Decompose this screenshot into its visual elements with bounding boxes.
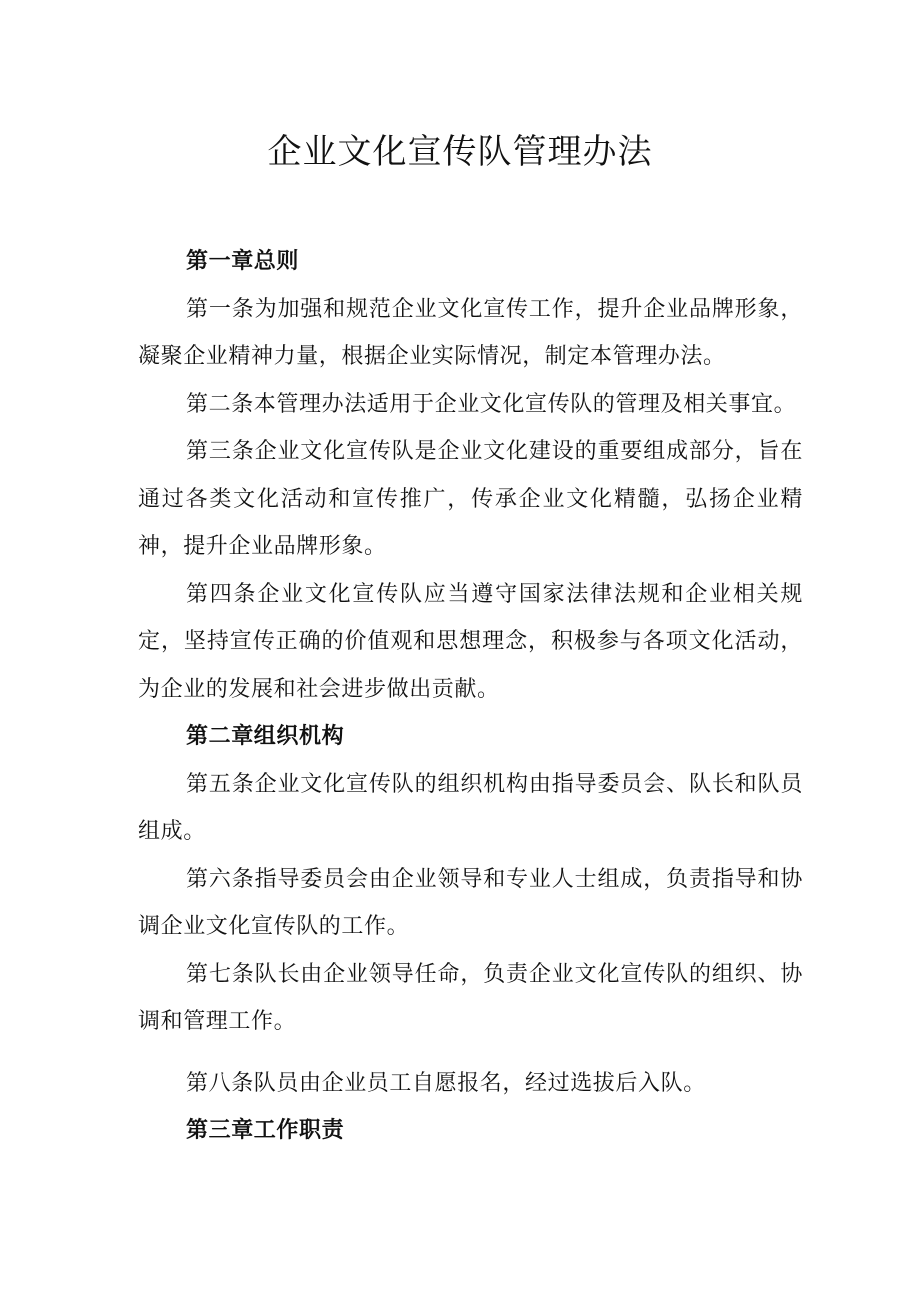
article-paragraph: 第六条指导委员会由企业领导和专业人士组成，负责指导和协调企业文化宣传队的工作。 xyxy=(138,866,803,939)
article-paragraph: 第四条企业文化宣传队应当遵守国家法律法规和企业相关规定，坚持宣传正确的价值观和思想理念，积极参与各项文化活动，为企业的发展和社会进步做出贡献。 xyxy=(138,581,803,702)
article-paragraph: 第一条为加强和规范企业文化宣传工作，提升企业品牌形象，凝聚企业精神力量，根据企业实际情况，制定本管理办法。 xyxy=(138,296,803,369)
article-paragraph: 第七条队长由企业领导任命，负责企业文化宣传队的组织、协调和管理工作。 xyxy=(138,961,803,1034)
article-paragraph: 第八条队员由企业员工自愿报名，经过选拔后入队。 xyxy=(186,1070,706,1096)
article-paragraph: 第五条企业文化宣传队的组织机构由指导委员会、队长和队员组成。 xyxy=(138,771,803,844)
article-paragraph: 第三条企业文化宣传队是企业文化建设的重要组成部分，旨在通过各类文化活动和宣传推广，传承企业文化精髓，弘扬企业精神，提升企业品牌形象。 xyxy=(138,439,803,559)
chapter-heading: 第一章总则 xyxy=(186,249,300,274)
chapter-heading: 第三章工作职责 xyxy=(186,1118,345,1143)
document-title: 企业文化宣传队管理办法 xyxy=(267,132,653,172)
document-body xyxy=(138,238,803,1155)
chapter-heading: 第二章组织机构 xyxy=(186,724,345,749)
article-paragraph: 第二条本管理办法适用于企业文化宣传队的管理及相关事宜。 xyxy=(186,391,797,417)
